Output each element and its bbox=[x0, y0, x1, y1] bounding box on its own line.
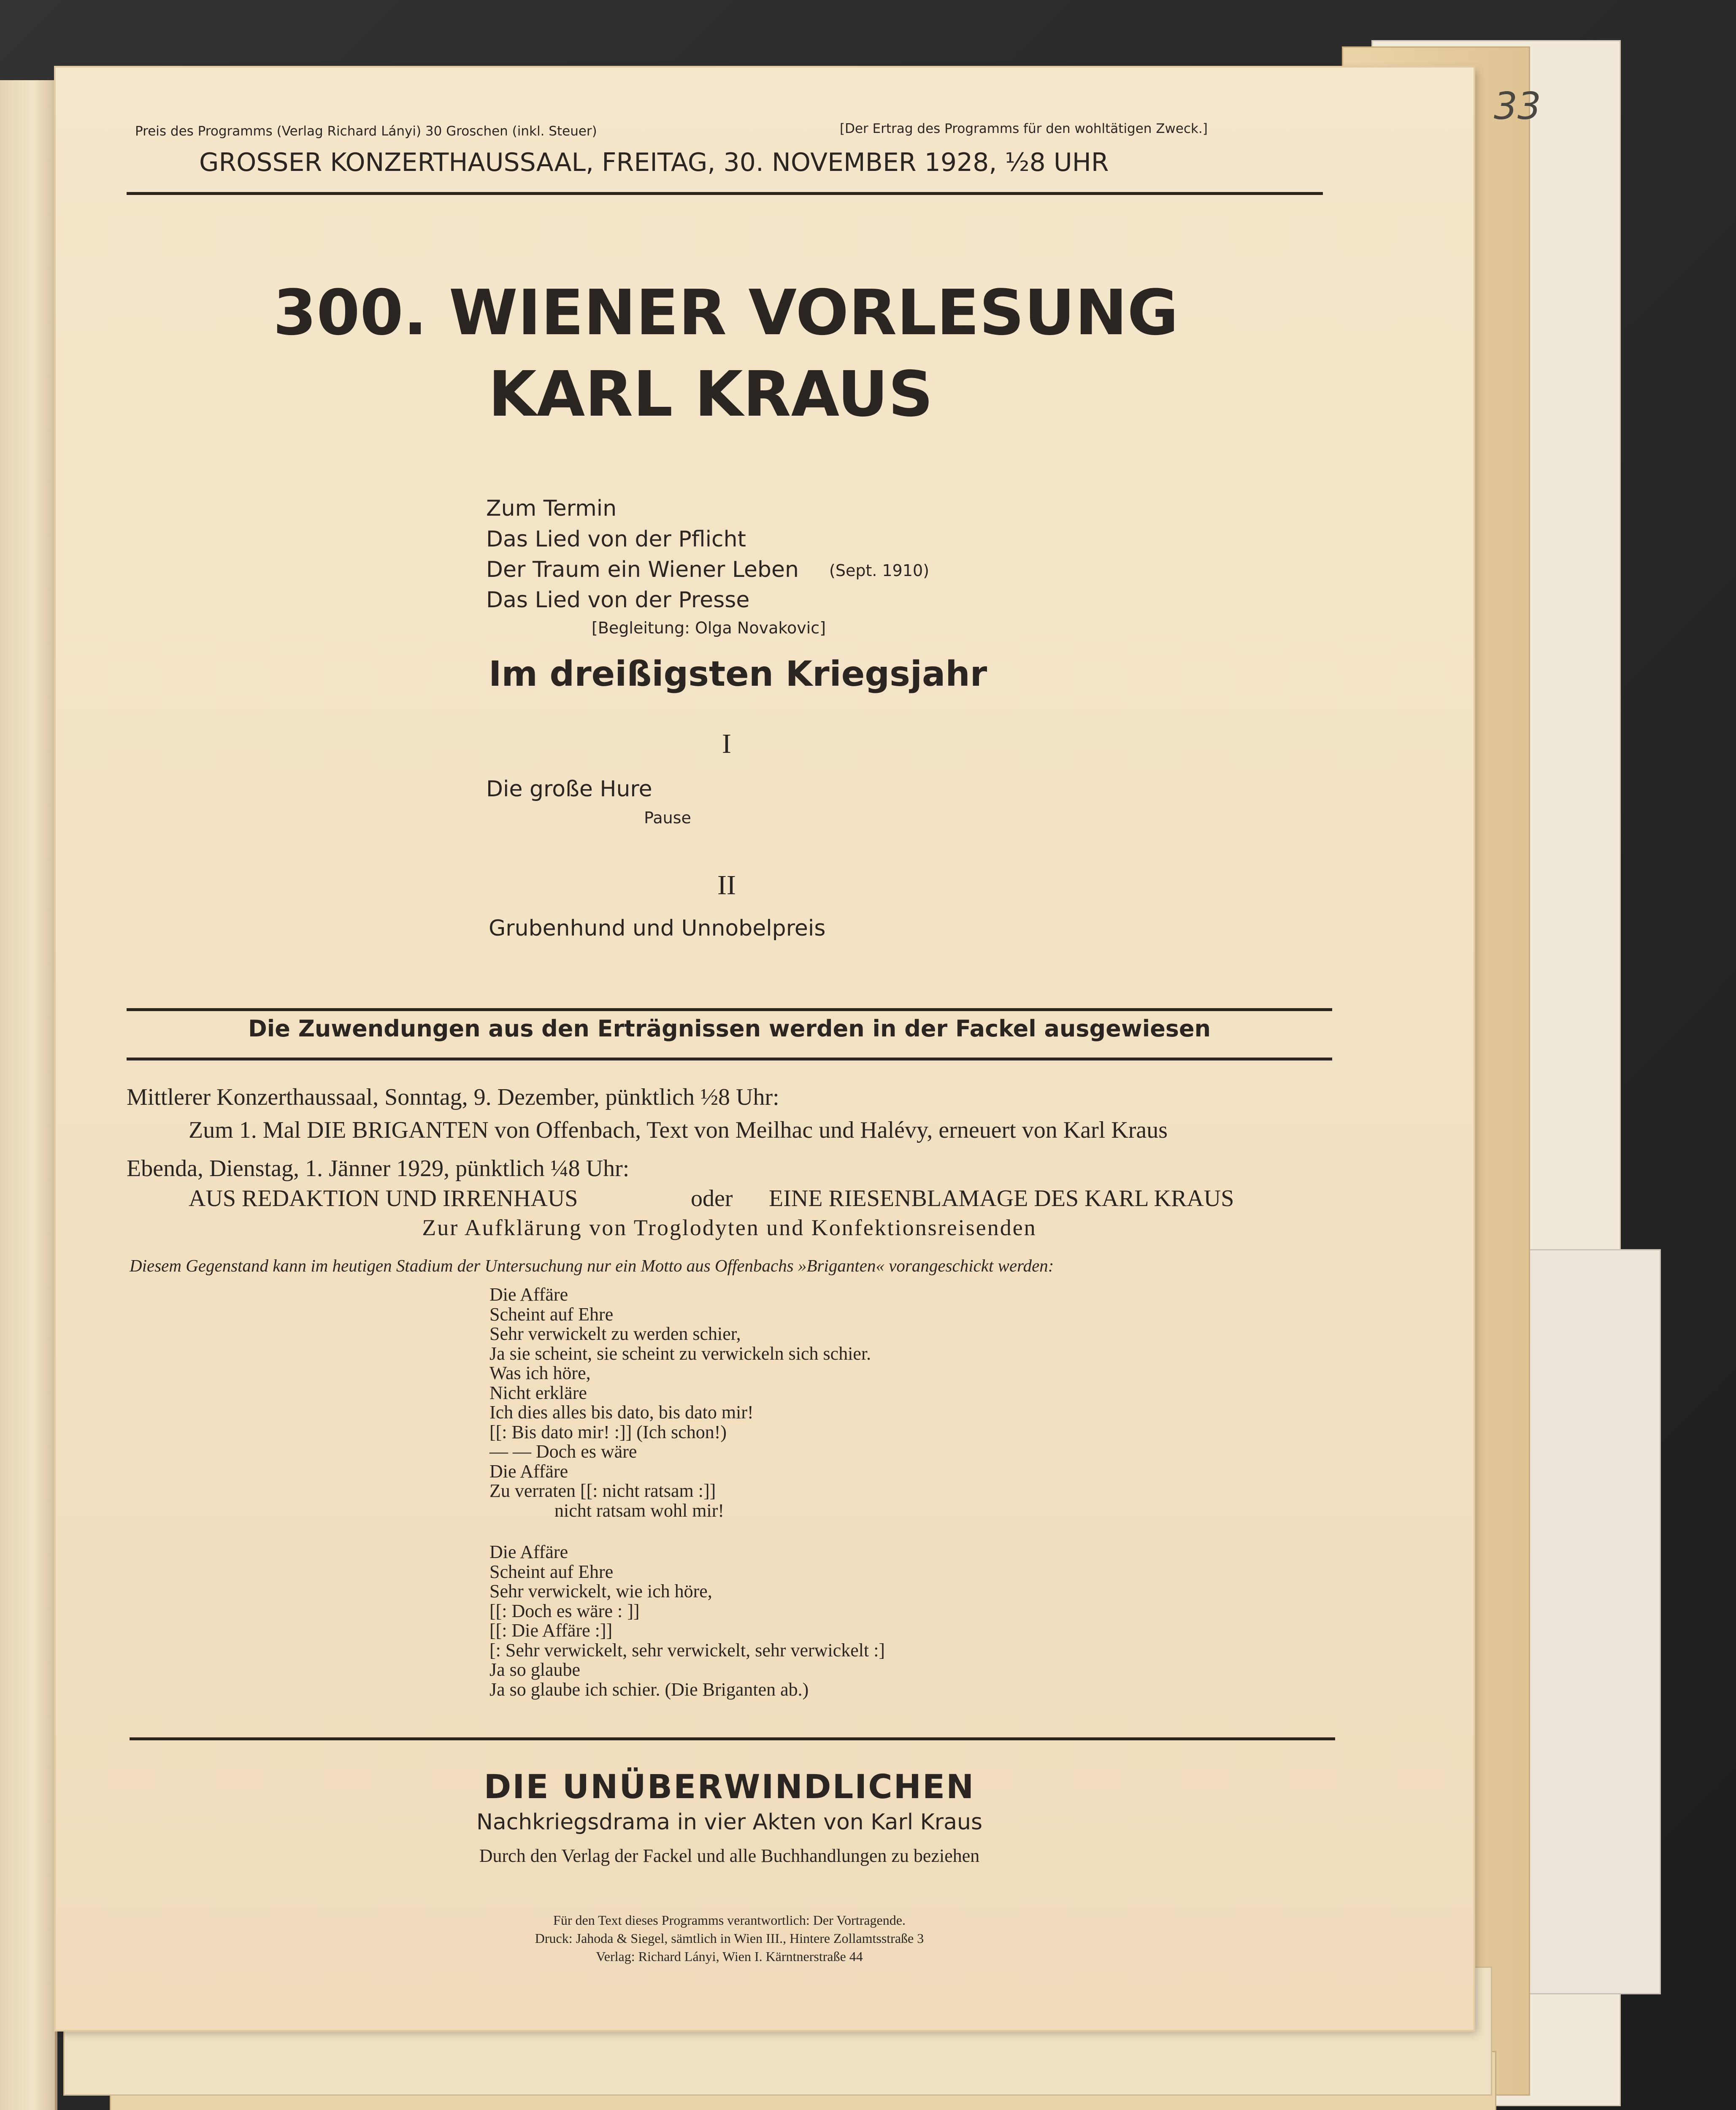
event-date: Ebenda, Dienstag, 1. Jänner 1929, pünktlich ¼8 Uhr: bbox=[127, 1155, 630, 1182]
banner-rule-top bbox=[127, 1008, 1332, 1011]
event-description: Zum 1. Mal DIE BRIGANTEN von Offenbach, Text von Meilhac und Halévy, erneuert von Karl Kraus bbox=[189, 1117, 1168, 1143]
program-item: Zum Termin bbox=[486, 496, 617, 521]
part-numeral: I bbox=[722, 728, 731, 759]
left-page-edge bbox=[0, 80, 57, 2110]
verse-line: — — Doch es wäre bbox=[489, 1441, 637, 1462]
verse-line: [: Sehr verwickelt, sehr verwickelt, sehr verwickelt :] bbox=[489, 1639, 885, 1661]
banner-rule-bottom bbox=[127, 1058, 1332, 1060]
event-title-connector: oder bbox=[691, 1185, 733, 1212]
imprint-line: Verlag: Richard Lányi, Wien I. Kärntnerstraße 44 bbox=[596, 1949, 863, 1964]
pause-label: Pause bbox=[644, 809, 691, 827]
page-title: 300. WIENER VORLESUNG bbox=[273, 276, 1179, 349]
verse-line: Sehr verwickelt zu werden schier, bbox=[489, 1323, 741, 1344]
program-item: Das Lied von der Pflicht bbox=[486, 527, 746, 552]
accompaniment-note: [Begleitung: Olga Novakovic] bbox=[592, 619, 826, 637]
verse-line: Was ich höre, bbox=[489, 1363, 591, 1383]
verse-stanza bbox=[489, 1542, 885, 1699]
section-title: Im dreißigsten Kriegsjahr bbox=[489, 654, 987, 694]
book-title: DIE UNÜBERWINDLICHEN bbox=[484, 1768, 975, 1806]
verse-line: [[: Bis dato mir! :]] (Ich schon!) bbox=[489, 1421, 727, 1442]
imprint-line: Druck: Jahoda & Siegel, sämtlich in Wien III., Hintere Zollamtsstraße 3 bbox=[535, 1931, 924, 1946]
verse-line: Ja sie scheint, sie scheint zu verwickeln sich schier. bbox=[489, 1343, 871, 1364]
proceeds-note: [Der Ertrag des Programms für den wohltätigen Zweck.] bbox=[840, 121, 1208, 136]
verse-line: Sehr verwickelt, wie ich höre, bbox=[489, 1581, 712, 1601]
verse-line: Ja so glaube bbox=[489, 1659, 581, 1680]
part-numeral: II bbox=[717, 870, 736, 901]
verse-line: Zu verraten [[: nicht ratsam :]] bbox=[489, 1480, 716, 1501]
program-item-note: (Sept. 1910) bbox=[829, 561, 930, 580]
event-title: EINE RIESENBLAMAGE DES KARL KRAUS bbox=[769, 1185, 1234, 1212]
verse-line: Die Affäre bbox=[489, 1284, 568, 1305]
verse-line: Nicht erkläre bbox=[489, 1382, 587, 1403]
book-rule bbox=[130, 1737, 1335, 1740]
venue-line: GROSSER KONZERTHAUSSAAL, FREITAG, 30. NOVEMBER 1928, ½8 UHR bbox=[199, 148, 1109, 177]
event-subtitle: Zur Aufklärung von Troglodyten und Konfektionsreisenden bbox=[422, 1215, 1037, 1240]
verse-line: Scheint auf Ehre bbox=[489, 1304, 614, 1325]
verse-line: Die Affäre bbox=[489, 1461, 568, 1482]
imprint-line: Für den Text dieses Programms verantwortlich: Der Vortragende. bbox=[553, 1913, 906, 1928]
book-subtitle: Nachkriegsdrama in vier Akten von Karl Kraus bbox=[476, 1810, 983, 1835]
fackel-banner: Die Zuwendungen aus den Erträgnissen werden in der Fackel ausgewiesen bbox=[248, 1015, 1211, 1042]
program-sheet bbox=[56, 68, 1474, 2030]
verse-line: Die Affäre bbox=[489, 1542, 568, 1562]
verse-line: Ja so glaube ich schier. (Die Briganten ab.) bbox=[489, 1679, 809, 1700]
verse-line: Ich dies alles bis dato, bis dato mir! bbox=[489, 1402, 754, 1423]
event-date: Mittlerer Konzerthaussaal, Sonntag, 9. Dezember, pünktlich ½8 Uhr: bbox=[127, 1084, 779, 1110]
verse-line: nicht ratsam wohl mir! bbox=[489, 1500, 725, 1521]
verse-stanza bbox=[489, 1285, 871, 1520]
program-item: Das Lied von der Presse bbox=[486, 587, 750, 613]
folio-number: 33 bbox=[1494, 84, 1541, 128]
verse-line: Scheint auf Ehre bbox=[489, 1561, 614, 1582]
header-rule bbox=[127, 192, 1323, 195]
price-note: Preis des Programms (Verlag Richard Lányi) 30 Groschen (inkl. Steuer) bbox=[135, 124, 597, 139]
program-item: Der Traum ein Wiener Leben bbox=[486, 557, 799, 582]
book-availability: Durch den Verlag der Fackel und alle Buchhandlungen zu beziehen bbox=[479, 1845, 980, 1866]
event-title: AUS REDAKTION UND IRRENHAUS bbox=[189, 1185, 578, 1212]
motto-intro: Diesem Gegenstand kann im heutigen Stadium der Untersuchung nur ein Motto aus Offenbachs »Briganten« vorangeschickt werden: bbox=[130, 1256, 1054, 1275]
page-subtitle: KARL KRAUS bbox=[488, 358, 933, 430]
verse-line: [[: Die Affäre :]] bbox=[489, 1620, 613, 1641]
part-title: Grubenhund und Unnobelpreis bbox=[489, 916, 826, 941]
verse-line: [[: Doch es wäre : ]] bbox=[489, 1600, 640, 1621]
part-title: Die große Hure bbox=[486, 776, 652, 802]
